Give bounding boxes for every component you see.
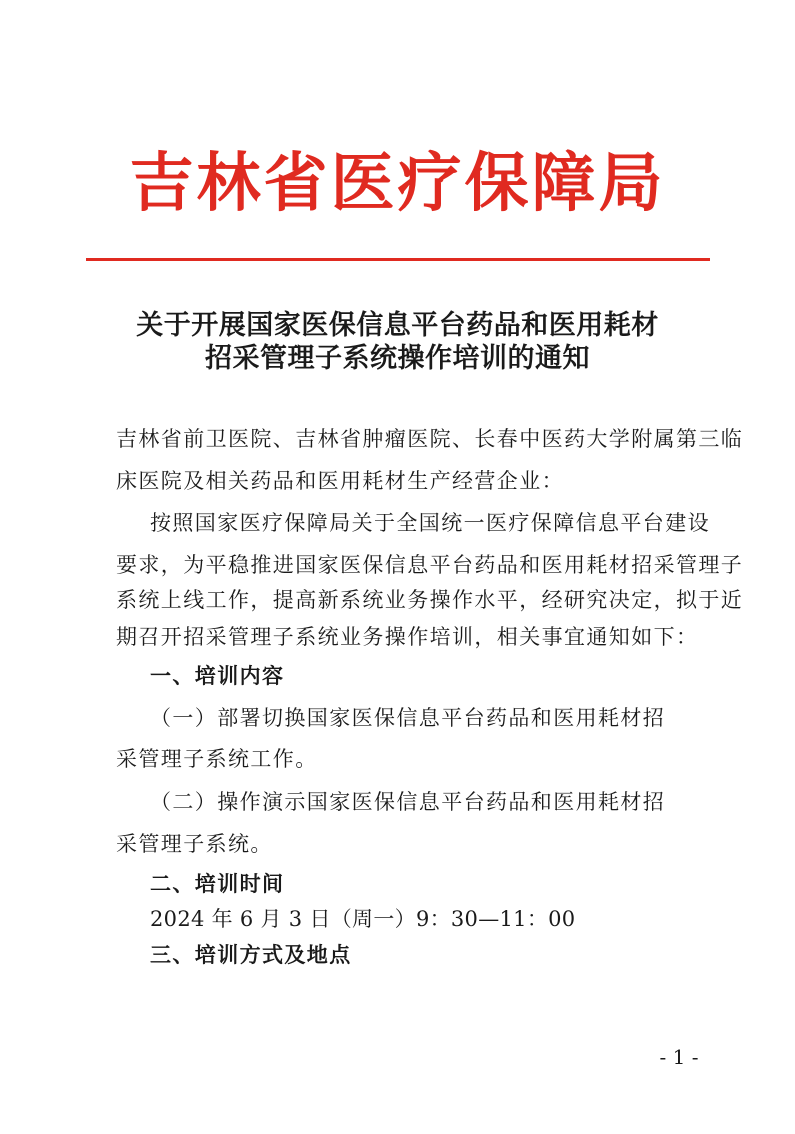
training-time: 2024 年 6 月 3 日（周一）9：30—11：00	[150, 907, 576, 931]
notice-title-line-2: 招采管理子系统操作培训的通知	[205, 343, 590, 374]
recipients-line-1: 吉林省前卫医院、吉林省肿瘤医院、长春中医药大学附属第三临	[116, 427, 744, 451]
intro-line-4: 期召开招采管理子系统业务操作培训，相关事宜通知如下：	[116, 625, 699, 649]
recipients-line-2: 床医院及相关药品和医用耗材生产经营企业：	[116, 469, 564, 493]
notice-title-line-1: 关于开展国家医保信息平台药品和医用耗材	[136, 310, 659, 341]
header-red-rule	[86, 258, 710, 261]
page-number: - 1 -	[659, 1045, 699, 1069]
section-2-heading: 二、培训时间	[150, 872, 285, 896]
item-1-line-2: 采管理子系统工作。	[116, 747, 318, 771]
agency-name-header: 吉林省医疗保障局	[129, 146, 666, 221]
section-1-heading: 一、培训内容	[150, 664, 285, 688]
item-2-line-2: 采管理子系统。	[116, 832, 273, 856]
intro-line-3: 系统上线工作，提高新系统业务操作水平，经研究决定，拟于近	[116, 588, 744, 612]
item-1-line-1: （一）部署切换国家医保信息平台药品和医用耗材招	[150, 706, 666, 730]
intro-line-2: 要求，为平稳推进国家医保信息平台药品和医用耗材招采管理子	[116, 553, 744, 577]
section-3-heading: 三、培训方式及地点	[150, 943, 352, 967]
intro-line-1: 按照国家医疗保障局关于全国统一医疗保障信息平台建设	[150, 511, 710, 535]
item-2-line-1: （二）操作演示国家医保信息平台药品和医用耗材招	[150, 790, 666, 814]
